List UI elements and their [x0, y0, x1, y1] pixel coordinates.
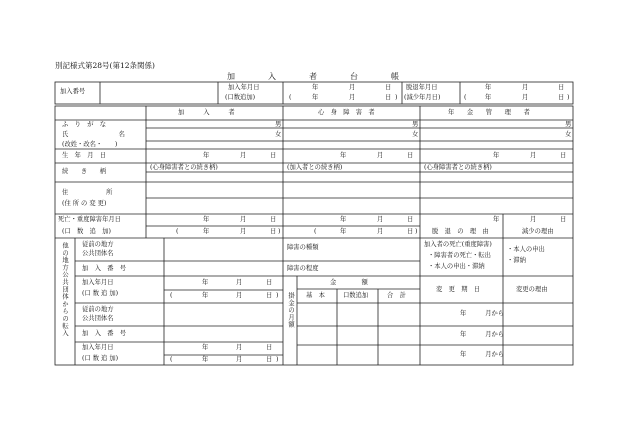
m: 月: [349, 94, 356, 101]
y: 年: [312, 84, 319, 91]
label-juzen: 従前の地方: [82, 241, 114, 248]
label-birth: 生 年 月 日: [62, 152, 107, 159]
label-shibou: 死亡・重度障害年月日: [58, 216, 121, 223]
m: 月: [236, 356, 243, 363]
paren-open: (: [176, 228, 179, 235]
y: 年: [203, 216, 210, 223]
d: 日: [270, 228, 277, 235]
label-furigana: ふ り が な: [62, 121, 107, 128]
female: 女: [275, 131, 282, 138]
tsuki-kara: 年 月から: [460, 331, 505, 338]
paren-close: ): [567, 94, 570, 101]
label-henko-ki: 変 更 期 日: [436, 286, 481, 293]
label-tsuika: (口 数 追 加): [82, 290, 119, 297]
label-shogai-shurui: 障害の種類: [287, 244, 319, 251]
label-ridatsu: 脱退年月日: [406, 84, 438, 91]
paren-close: ): [276, 292, 279, 299]
label-kouza-tsuika: (口数追加): [225, 94, 256, 101]
paren-close: ): [395, 94, 398, 101]
paren-open: (: [289, 94, 292, 101]
label-bango: 加 入 番 号: [82, 265, 127, 272]
paren-close: ): [278, 228, 281, 235]
paren-close: ): [276, 356, 279, 363]
y: 年: [203, 228, 210, 235]
label-kaisei: (改姓・改名・ ): [62, 141, 118, 148]
form-caption: 別記様式第28号(第12条関係): [55, 61, 155, 70]
label-gokei: 合 計: [387, 292, 406, 299]
y: 年: [485, 94, 492, 101]
label-kingaku: 金 額: [330, 279, 368, 286]
m: 月: [236, 344, 243, 351]
female: 女: [412, 131, 419, 138]
y: 年: [493, 152, 500, 159]
m: 月: [349, 84, 356, 91]
m: 月: [377, 216, 384, 223]
y: 年: [202, 344, 209, 351]
header-kanri: 年 金 管 理 者: [448, 109, 530, 116]
y: 年: [202, 279, 209, 286]
male: 男: [275, 121, 282, 128]
d: 日: [407, 216, 414, 223]
label-kihon: 基 本: [306, 292, 325, 299]
y: 年: [340, 152, 347, 159]
male: 男: [412, 121, 419, 128]
header-kanyusha: 加 入 者: [178, 109, 235, 116]
m: 月: [236, 279, 243, 286]
label-gensho-riyu: 減少の理由: [522, 228, 554, 235]
reason-1: 加入者の死亡(重度障害): [424, 241, 492, 248]
label-kakekin: 掛金の月額: [287, 292, 294, 329]
label-kokyo: 公共団体名: [82, 250, 114, 257]
zokugara-kanyusha: (心身障害者との続き柄): [150, 164, 218, 171]
label-jusho-henko: (住 所 の 変 更): [62, 200, 107, 207]
d: 日: [270, 216, 277, 223]
label-gensho: (減少年月日): [404, 94, 441, 101]
label-kouza-tsuika: (口 数 追 加): [62, 228, 111, 235]
m: 月: [240, 228, 247, 235]
reason-2: ・障害者の死亡・転出: [428, 252, 491, 259]
d: 日: [560, 216, 567, 223]
header-shinshin: 心 身 障 害 者: [318, 109, 375, 116]
label-tennyu-vertical: 他の地方公共団体からの転入: [61, 242, 68, 337]
male: 男: [565, 121, 572, 128]
reason-3: ・本人の申出・滞納: [428, 263, 485, 270]
zokugara-kanri: (心身障害者との続き柄): [424, 164, 492, 171]
y: 年: [340, 228, 347, 235]
gensho-2: ・滞納: [507, 257, 526, 264]
paren-open: (: [170, 356, 173, 363]
label-juzen: 従前の地方: [82, 306, 114, 313]
d: 日: [266, 356, 273, 363]
label-kokyo: 公共団体名: [82, 315, 114, 322]
m: 月: [522, 84, 529, 91]
y: 年: [202, 292, 209, 299]
label-zokugara: 続 き 柄: [62, 168, 107, 175]
y: 年: [493, 216, 500, 223]
female: 女: [565, 131, 572, 138]
label-jusho: 住 所: [62, 189, 113, 196]
form-title: 加入者台帳: [227, 72, 432, 81]
d: 日: [385, 84, 392, 91]
gensho-1: ・本人の申出: [507, 246, 545, 253]
m: 月: [530, 152, 537, 159]
d: 日: [560, 152, 567, 159]
d: 日: [385, 94, 392, 101]
zokugara-shinshin: (加入者との続き柄): [287, 164, 343, 171]
label-henko-riyu: 変更の理由: [516, 286, 548, 293]
m: 月: [377, 228, 384, 235]
label-ymd: 加入年月日: [82, 344, 114, 351]
label-kanyu-ymd: 加入年月日: [228, 84, 260, 91]
paren-open: (: [314, 228, 317, 235]
d: 日: [266, 292, 273, 299]
d: 日: [270, 152, 277, 159]
d: 日: [266, 344, 273, 351]
d: 日: [266, 279, 273, 286]
y: 年: [203, 152, 210, 159]
label-datai-riyu: 脱 退 の 理 由: [432, 228, 489, 235]
d: 日: [407, 152, 414, 159]
y: 年: [485, 84, 492, 91]
d: 日: [558, 94, 565, 101]
label-ymd: 加入年月日: [82, 279, 114, 286]
m: 月: [377, 152, 384, 159]
label-tsuika: (口 数 追 加): [82, 355, 119, 362]
m: 月: [240, 216, 247, 223]
label-kouza-col: 口数追加: [343, 292, 369, 299]
m: 月: [522, 94, 529, 101]
d: 日: [558, 84, 565, 91]
y: 年: [202, 356, 209, 363]
m: 月: [240, 152, 247, 159]
label-bango: 加 入 番 号: [82, 330, 127, 337]
label-shogai-teido: 障害の程度: [287, 265, 319, 272]
label-shimei: 氏 名: [62, 131, 125, 138]
m: 月: [530, 216, 537, 223]
paren-close: ): [415, 228, 418, 235]
tsuki-kara: 年 月から: [460, 310, 505, 317]
tsuki-kara: 年 月から: [460, 351, 505, 358]
m: 月: [236, 292, 243, 299]
label-kanyu-bango: 加入番号: [60, 88, 86, 95]
paren-open: (: [170, 292, 173, 299]
paren-open: (: [464, 94, 467, 101]
y: 年: [340, 216, 347, 223]
y: 年: [312, 94, 319, 101]
d: 日: [407, 228, 414, 235]
